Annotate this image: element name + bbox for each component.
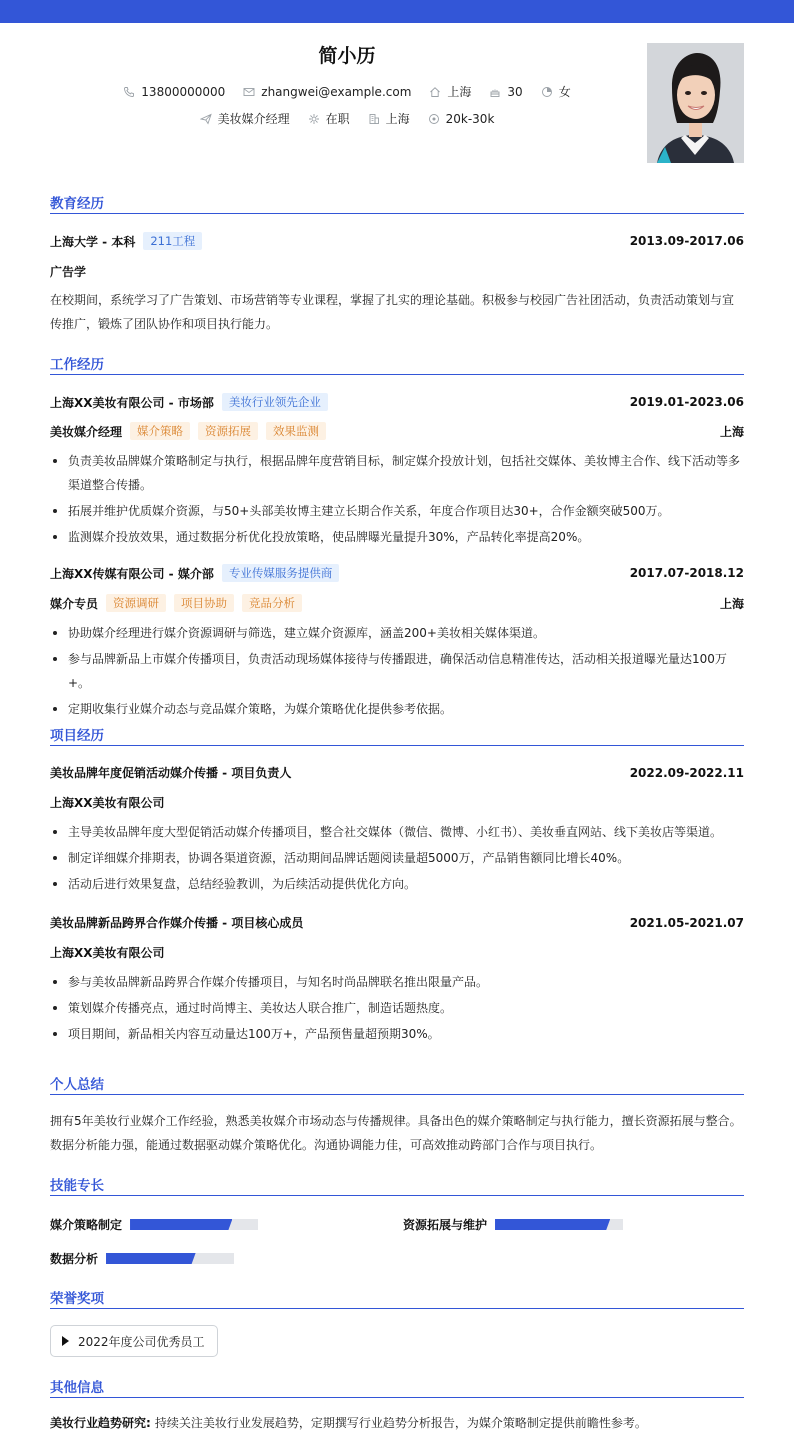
project-company-row	[50, 794, 744, 811]
bullet-item: 负责美妆品牌媒介策略制定与执行，根据品牌年度营销目标，制定媒介投放计划，包括社交媒体、美妆博主合作、线下活动等多渠道整合传播。	[50, 449, 744, 497]
major-row	[50, 263, 744, 280]
top-accent-bar	[0, 0, 794, 23]
bullet-item: 监测媒介投放效果，通过数据分析优化投放策略，使品牌曝光量提升30%，产品转化率提高20%。	[50, 525, 744, 549]
major-name: 广告学	[50, 265, 87, 279]
summary-section	[50, 1073, 744, 1152]
company-tag: 美妆行业领先企业	[222, 393, 328, 411]
skill-bar-fill	[130, 1219, 232, 1230]
project-header-row	[50, 914, 744, 931]
position-item	[200, 110, 290, 127]
age-item	[489, 85, 522, 99]
age-icon	[489, 86, 501, 98]
position-text: 美妆媒介经理	[217, 112, 290, 126]
resume-header	[50, 23, 744, 173]
gender-icon	[541, 86, 553, 98]
work-title: 工作经历	[50, 353, 744, 375]
profile-photo	[647, 43, 744, 163]
location-text: 上海	[447, 85, 472, 99]
candidate-name: 简小历	[318, 45, 376, 67]
job-role: 媒介专员	[50, 596, 99, 611]
job-company: 上海XX美妆有限公司 - 市场部	[50, 395, 214, 410]
other-section	[50, 1376, 744, 1430]
skill-bar-fill	[106, 1253, 196, 1264]
home-icon	[429, 86, 441, 98]
bullet-item: 定期收集行业媒介动态与竞品媒介策略，为媒介策略优化提供参考依据。	[50, 697, 744, 721]
job-city: 上海	[719, 596, 744, 611]
status-icon	[308, 113, 320, 125]
skill-item	[50, 1216, 258, 1233]
city-text: 上海	[385, 112, 410, 126]
salary-item	[428, 112, 495, 126]
phone-text: 13800000000	[141, 84, 226, 99]
summary-text: 拥有5年美妆行业媒介工作经验，熟悉美妆媒介市场动态与传播规律。具备出色的媒介策略制定与执行能力，擅长资源拓展与整合。数据分析能力强，能通过数据驱动媒介策略优化。沟通协调能力佳，可高效推动跨部门合作与项目执行。	[50, 1114, 742, 1152]
skill-tag: 竞品分析	[242, 594, 302, 612]
other-title: 其他信息	[50, 1376, 744, 1398]
bullet-item: 策划媒介传播亮点，通过时尚博主、美妆达人联合推广，制造话题热度。	[50, 996, 744, 1020]
other-label: 美妆行业趋势研究:	[50, 1416, 151, 1430]
skill-label: 资源拓展与维护	[403, 1218, 488, 1232]
bullet-item: 参与品牌新品上市媒介传播项目，负责活动现场媒体接待与传播跟进，确保活动信息精准传达，活动相关报道曝光量达100万+。	[50, 647, 744, 695]
caret-right-icon	[62, 1336, 69, 1346]
job-header-row	[50, 564, 744, 582]
education-section	[50, 192, 744, 331]
other-row	[50, 1414, 744, 1431]
project-name: 美妆品牌年度促销活动媒介传播 - 项目负责人	[50, 766, 292, 780]
skill-label: 媒介策略制定	[50, 1218, 123, 1232]
mail-icon	[243, 86, 255, 98]
project-bullets	[50, 970, 744, 1048]
bullet-item: 拓展并维护优质媒介资源，与50+头部美妆博主建立长期合作关系，年度合作项目达30+，合作金额突破500万。	[50, 499, 744, 523]
salary-icon	[428, 113, 440, 125]
honors-title: 荣誉奖项	[50, 1287, 744, 1309]
job-bullets	[50, 449, 744, 551]
status-item	[308, 110, 350, 127]
building-icon	[368, 113, 380, 125]
company-tag: 专业传媒服务提供商	[222, 564, 340, 582]
award-label: 2022年度公司优秀员工	[78, 1334, 205, 1349]
gender-text: 女	[558, 85, 571, 99]
project-header-row	[50, 764, 744, 781]
education-date: 2013.09-2017.06	[629, 234, 744, 248]
skill-tag: 媒介策略	[130, 422, 190, 440]
age-text: 30	[507, 84, 523, 99]
projects-title: 项目经历	[50, 724, 744, 746]
phone-icon	[123, 86, 135, 98]
skill-bar	[495, 1219, 623, 1230]
gender-item	[541, 83, 571, 100]
email-text: zhangwei@example.com	[261, 84, 412, 99]
bullet-item: 制定详细媒介排期表，协调各渠道资源，活动期间品牌话题阅读量超5000万，产品销售额同比增长40%。	[50, 846, 744, 870]
bullet-item: 参与美妆品牌新品跨界合作媒介传播项目，与知名时尚品牌联名推出限量产品。	[50, 970, 744, 994]
bullet-item: 协助媒介经理进行媒介资源调研与筛选，建立媒介资源库，涵盖200+美妆相关媒体渠道。	[50, 621, 744, 645]
bullet-item: 项目期间，新品相关内容互动量达100万+，产品预售量超预期30%。	[50, 1022, 744, 1046]
honors-section	[50, 1287, 744, 1349]
portrait-image	[647, 43, 744, 163]
education-header-row	[50, 232, 744, 250]
project-name: 美妆品牌新品跨界合作媒介传播 - 项目核心成员	[50, 916, 304, 930]
skill-bar-fill	[495, 1219, 610, 1230]
skill-item	[50, 1250, 234, 1267]
status-text: 在职	[325, 112, 350, 126]
job-role-row	[50, 594, 744, 612]
award-item[interactable]	[50, 1325, 218, 1357]
skill-tag: 项目协助	[174, 594, 234, 612]
job-role: 美妆媒介经理	[50, 424, 123, 439]
skill-label: 数据分析	[50, 1252, 99, 1266]
skill-bar	[106, 1253, 234, 1264]
skills-section	[50, 1174, 744, 1266]
project-bullets	[50, 820, 744, 898]
education-title: 教育经历	[50, 192, 744, 214]
city-item	[368, 110, 410, 127]
projects-section	[50, 724, 744, 1041]
work-section	[50, 353, 744, 716]
project-company: 上海XX美妆有限公司	[50, 946, 165, 960]
school-name: 上海大学 - 本科	[50, 234, 136, 249]
job-role-row	[50, 422, 744, 440]
project-date: 2021.05-2021.07	[629, 915, 744, 930]
project-company-row	[50, 944, 744, 961]
job-date: 2017.07-2018.12	[629, 566, 744, 580]
job-city: 上海	[719, 424, 744, 439]
summary-title: 个人总结	[50, 1073, 744, 1095]
skill-tag: 资源拓展	[198, 422, 258, 440]
skill-tag: 效果监测	[266, 422, 326, 440]
phone-item	[123, 85, 225, 99]
contact-row	[50, 83, 644, 100]
skill-bar	[130, 1219, 258, 1230]
bullet-item: 活动后进行效果复盘，总结经验教训，为后续活动提供优化方向。	[50, 872, 744, 896]
email-item	[243, 85, 411, 99]
send-icon	[200, 113, 212, 125]
job-date: 2019.01-2023.06	[629, 395, 744, 409]
other-text: 持续关注美妆行业发展趋势，定期撰写行业趋势分析报告，为媒介策略制定提供前瞻性参考。	[154, 1416, 647, 1430]
project-date: 2022.09-2022.11	[629, 765, 744, 780]
bullet-item: 主导美妆品牌年度大型促销活动媒介传播项目，整合社交媒体（微信、微博、小红书）、美妆垂直网站、线下美妆店等渠道。	[50, 820, 744, 844]
salary-text: 20k-30k	[445, 111, 495, 126]
skill-item	[403, 1216, 623, 1233]
education-description: 在校期间，系统学习了广告策划、市场营销等专业课程，掌握了扎实的理论基础。积极参与校园广告社团活动，负责活动策划与宣传推广，锻炼了团队协作和项目执行能力。	[50, 293, 735, 331]
project-company: 上海XX美妆有限公司	[50, 796, 165, 810]
job-intent-row	[50, 110, 644, 127]
job-company: 上海XX传媒有限公司 - 媒介部	[50, 566, 214, 581]
job-header-row	[50, 393, 744, 411]
skills-title: 技能专长	[50, 1174, 744, 1196]
school-tag: 211工程	[143, 232, 202, 250]
location-item	[429, 83, 471, 100]
job-bullets	[50, 621, 744, 723]
skill-tag: 资源调研	[106, 594, 166, 612]
